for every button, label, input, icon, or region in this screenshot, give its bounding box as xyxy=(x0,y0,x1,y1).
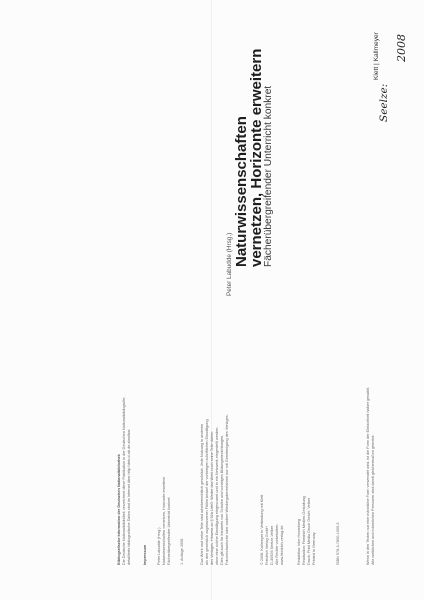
book-title-line-1: Naturwissenschaften xyxy=(233,116,250,267)
dnb-heading: Bibliografische Information der Deutschen Nationalbibliothek xyxy=(117,454,121,565)
dnb-line: detaillierte bibliografische Daten sind im Internet über http://dnb.d-nb.de abrufbar. xyxy=(127,428,131,565)
footnote-line: Wenn in den Texten nur eine männliche Form verwendet wird, ist die Form der Einfachheit halber gewählt. xyxy=(366,386,370,565)
production-line: Redaktion: Inke Hosenberg xyxy=(297,518,301,565)
book-editor: Peter Labudde (Hrsg.) xyxy=(226,232,233,296)
production-line: Realisation: Friedrich Medien-Gestaltung xyxy=(302,496,306,565)
publisher-line: D-30926 Seelze-Velber xyxy=(270,525,274,565)
publisher-line: www.friedrich-verlag.de xyxy=(280,525,284,565)
publisher-mark: Klett | Kallmeyer xyxy=(373,32,380,80)
production-line: Druck: Print Media Druck GmbH, Velber xyxy=(307,497,311,565)
book-subtitle: Fächerübergreifender Unterricht konkret xyxy=(263,85,274,267)
impressum-heading: Impressum xyxy=(143,544,147,565)
publisher-line: © 2008. Kallmeyer in Verbindung mit Klett xyxy=(260,494,264,565)
edition: 1. Auflage 2008 xyxy=(180,538,184,565)
publisher-line: Alle Rechte vorbehalten. xyxy=(275,523,279,565)
rights-line: Das Werk und seine Teile sind urheberrechtlich geschützt. Jede Nutzung in anderen xyxy=(200,423,204,565)
dnb-line: Die Deutsche Nationalbibliothek verzeichnet diese Publikation in der Deutschen Nationalbibliografie; xyxy=(122,396,126,565)
impressum-line: Peter Labudde (Hrsg.) xyxy=(157,527,161,565)
rights-line: ohne eine solche Einwilligung eingescannt und in ein Netzwerk eingestellt werden. xyxy=(215,426,219,565)
rights-line: Fotomechanische oder andere Wiedergabeverfahren nur mit Genehmigung des Verlages. xyxy=(225,414,229,565)
handwritten-location: Seelze: xyxy=(378,83,390,122)
isbn: ISBN 978-3-7800-1009-3 xyxy=(336,522,340,565)
impressum-line: Naturwissenschaften vernetzen, Horizonte erweitern xyxy=(162,476,166,565)
rights-line: als den gesetzlich zugelassenen Fällen bedarf der vorherigen schriftlichen Einwilligung xyxy=(205,419,209,565)
handwritten-year: 2008 xyxy=(395,34,408,62)
production-line: Printed in Germany xyxy=(312,532,316,565)
impressum-line: Fächerübergreifender Unterricht konkret xyxy=(167,497,171,565)
publisher-line: Friedrich Verlag GmbH xyxy=(265,526,269,565)
rights-line: Dies gilt auch für Intranets von Schulen und sonstigen Bildungseinrichtungen. xyxy=(220,434,224,565)
rights-line: des Verlages. Hinweis zu § 52a UrhG: Weder das Werk noch seine Teile dürfen xyxy=(210,431,214,565)
book-title-line-2: vernetzen, Horizonte erweitern xyxy=(248,48,265,267)
footnote-line: Alle weiblichen und männlichen Personen sind damit gleichermaßen gemeint. xyxy=(371,434,375,565)
